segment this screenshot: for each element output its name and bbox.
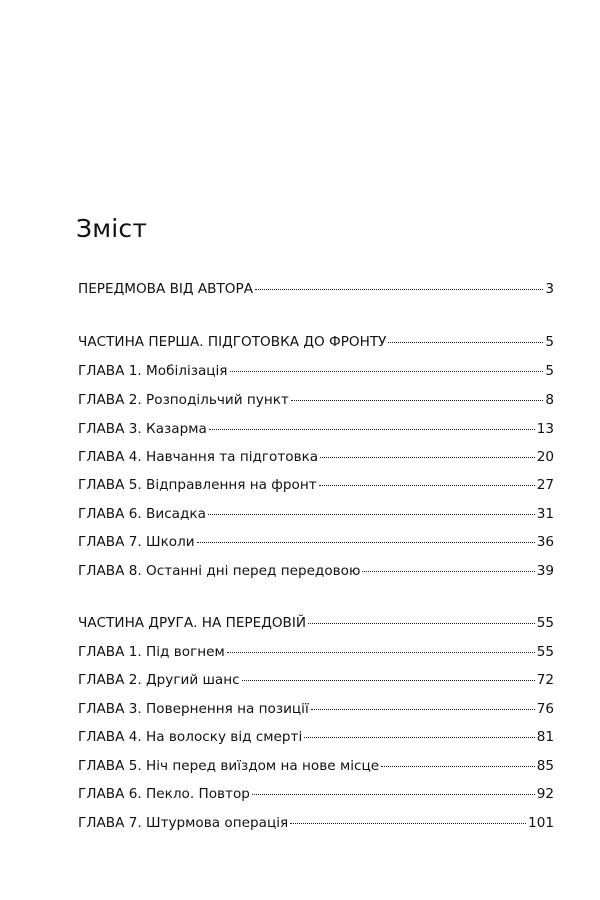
toc-entry-chapter[interactable] [78, 644, 554, 661]
toc-page-number: 8 [545, 392, 554, 408]
toc-entry-chapter[interactable] [78, 786, 554, 803]
toc-entry-chapter[interactable] [78, 729, 554, 746]
toc-entry-chapter[interactable] [78, 563, 554, 580]
dot-leader [227, 652, 535, 653]
dot-leader [242, 680, 535, 681]
toc-entry-label: ГЛАВА 5. Ніч перед виїздом на нове місце [78, 758, 380, 774]
toc-page-number: 5 [545, 334, 554, 350]
toc-page-number: 27 [536, 477, 554, 493]
toc-entry-label: ГЛАВА 6. Пекло. Повтор [78, 786, 250, 802]
toc-entry-chapter[interactable] [78, 758, 554, 775]
toc-entry-label: ГЛАВА 5. Відправлення на фронт [78, 477, 317, 493]
toc-entry-chapter[interactable] [78, 534, 554, 551]
dot-leader [319, 485, 535, 486]
toc-page-number: 76 [536, 701, 554, 717]
dot-leader [290, 823, 526, 824]
toc-page-number: 13 [536, 421, 554, 437]
toc-page-number: 5 [545, 363, 554, 379]
toc-entry-chapter[interactable] [78, 392, 554, 409]
toc-page-number: 81 [536, 729, 554, 745]
toc-entry-chapter[interactable] [78, 477, 554, 494]
toc-page-number: 101 [528, 815, 554, 831]
toc-entry-label: ГЛАВА 4. На волоску від смерті [78, 729, 303, 745]
toc-entry-chapter[interactable] [78, 421, 554, 438]
toc-entry-label: ГЛАВА 2. Розподільчий пункт [78, 392, 289, 408]
toc-entry-chapter[interactable] [78, 506, 554, 523]
dot-leader [304, 737, 534, 738]
toc-page-number: 72 [536, 672, 554, 688]
dot-leader [252, 794, 535, 795]
toc-entry-label: ПЕРЕДМОВА ВІД АВТОРА [78, 281, 253, 297]
dot-leader [308, 623, 535, 624]
toc-page-number: 3 [545, 281, 554, 297]
toc-entry-label: ГЛАВА 7. Школи [78, 534, 195, 550]
dot-leader [388, 342, 543, 343]
toc-entry-label: ЧАСТИНА ПЕРША. ПІДГОТОВКА ДО ФРОНТУ [78, 334, 387, 350]
toc-entry-chapter[interactable] [78, 815, 554, 832]
dot-leader [197, 542, 535, 543]
toc-entry-label: ГЛАВА 3. Казарма [78, 421, 207, 437]
toc-entry-chapter[interactable] [78, 701, 554, 718]
toc-entry-label: ГЛАВА 1. Під вогнем [78, 644, 225, 660]
toc-page-number: 55 [536, 644, 554, 660]
dot-leader [381, 766, 535, 767]
dot-leader [255, 289, 543, 290]
toc-page-number: 36 [536, 534, 554, 550]
toc-entry-label: ГЛАВА 8. Останні дні перед передовою [78, 563, 361, 579]
toc-page-number: 55 [536, 615, 554, 631]
toc-entry-preface[interactable] [78, 281, 554, 298]
toc-entry-part-1[interactable] [78, 334, 554, 351]
toc-entry-chapter[interactable] [78, 363, 554, 380]
toc-entry-chapter[interactable] [78, 449, 554, 466]
dot-leader [362, 571, 534, 572]
toc-entry-label: ГЛАВА 2. Другий шанс [78, 672, 240, 688]
toc-entry-label: ГЛАВА 6. Висадка [78, 506, 206, 522]
dot-leader [311, 709, 535, 710]
toc-page-number: 85 [536, 758, 554, 774]
toc-entry-label: ГЛАВА 4. Навчання та підготовка [78, 449, 319, 465]
toc-entry-chapter[interactable] [78, 672, 554, 689]
toc-page-number: 20 [536, 449, 554, 465]
toc-page-number: 39 [536, 563, 554, 579]
dot-leader [291, 400, 544, 401]
toc-entry-part-2[interactable] [78, 615, 554, 632]
dot-leader [209, 429, 535, 430]
dot-leader [320, 457, 535, 458]
toc-entry-label: ГЛАВА 3. Повернення на позиції [78, 701, 309, 717]
toc-entry-label: ГЛАВА 1. Мобілізація [78, 363, 228, 379]
dot-leader [208, 514, 535, 515]
page-title: Зміст [76, 214, 148, 243]
toc-page-number: 31 [536, 506, 554, 522]
toc-page-number: 92 [536, 786, 554, 802]
dot-leader [230, 371, 544, 372]
toc-entry-label: ГЛАВА 7. Штурмова операція [78, 815, 289, 831]
toc-entry-label: ЧАСТИНА ДРУГА. НА ПЕРЕДОВІЙ [78, 615, 307, 631]
